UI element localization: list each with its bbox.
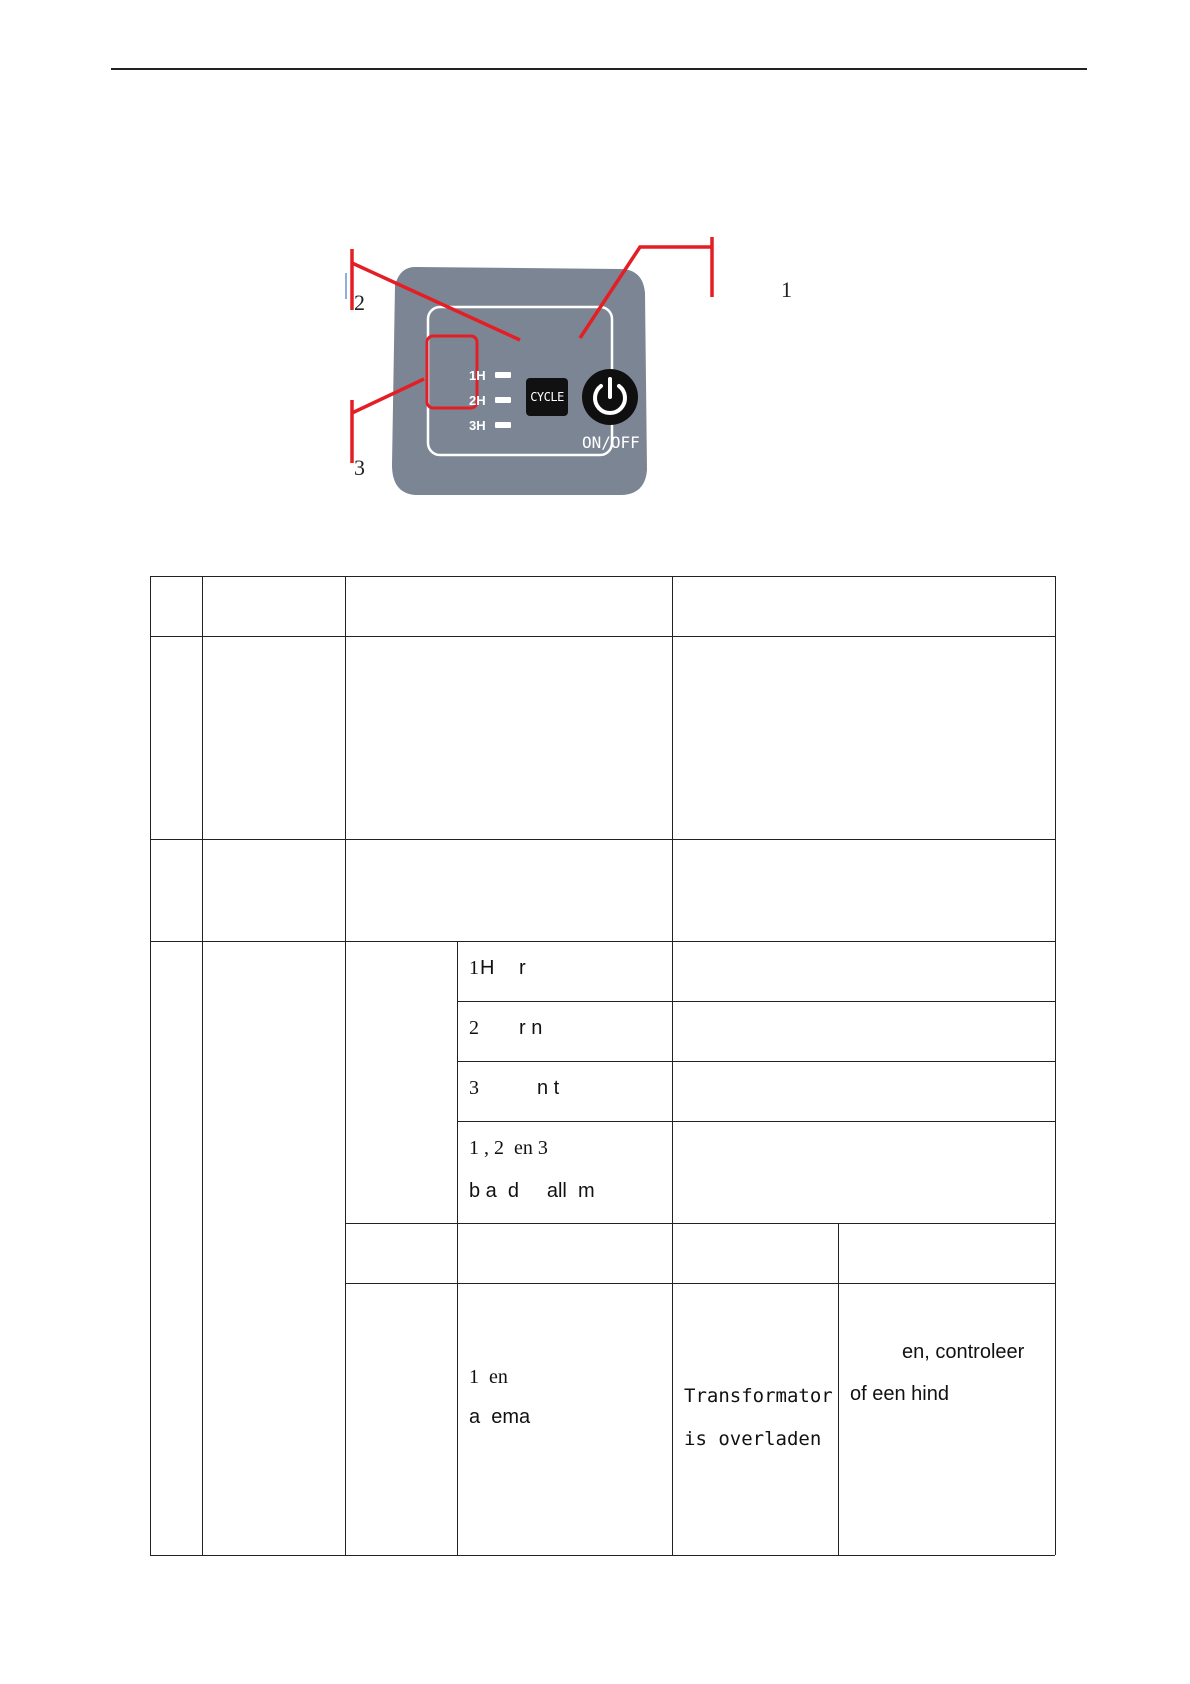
table-border-right [1055,576,1056,1555]
table-border-bottom [150,1555,1055,1556]
table-border-left [150,576,151,1555]
cell-1h-label: H [480,957,495,979]
level-label-2h: 2H [469,393,486,408]
cell-all-line2: b a d all m [469,1180,595,1202]
table-row-divider [150,839,1055,840]
table-col-divider [345,576,346,1555]
callout-number-2: 2 [354,290,365,315]
cell-alarm-fix-line1: en, controleer [902,1341,1025,1363]
level-label-1h: 1H [469,368,486,383]
cell-3h-text: n t [537,1077,560,1099]
cell-3h-num: 3 [469,1077,479,1099]
table-col-divider [202,576,203,1555]
power-icon [582,369,638,425]
panel-drawing [340,255,810,555]
cell-all-line1: 1 , 2 en 3 [469,1137,548,1159]
callout-number-3: 3 [354,455,365,480]
cell-alarm-cause-line1: Transformator [684,1385,833,1407]
table-row-divider [457,1061,1055,1062]
cell-alarm-desc-line2: a ema [469,1406,531,1428]
header-rule [111,68,1087,70]
table-col-divider [457,941,458,1555]
table-row-divider [457,1001,1055,1002]
table-border-top [150,576,1055,577]
cycle-button[interactable]: CYCLE [526,378,568,416]
table-row-divider [457,1121,1055,1122]
cell-alarm-cause-line2: is overladen [684,1428,822,1450]
control-panel-figure [340,255,810,555]
table-row-divider [345,1283,1055,1284]
power-button[interactable] [582,369,638,425]
table-col-divider [838,1223,839,1555]
level-label-3h: 3H [469,418,486,433]
cell-1h-num: 1 [469,957,479,979]
cell-2h-text: r n [519,1017,543,1039]
table-row-divider [150,941,1055,942]
cell-1h-text: r [519,957,526,979]
callout-number-1: 1 [781,277,792,302]
table-row-divider [150,636,1055,637]
table-row-divider [345,1223,1055,1224]
table-col-divider [672,576,673,1555]
cell-2h-num: 2 [469,1017,479,1039]
level-indicator-1h [495,372,511,378]
cell-alarm-fix-line2: of een hind [850,1383,949,1405]
cell-alarm-desc-line1: 1 en [469,1366,508,1388]
level-indicator-3h [495,422,511,428]
level-indicator-2h [495,397,511,403]
onoff-label: ON/OFF [582,433,640,452]
